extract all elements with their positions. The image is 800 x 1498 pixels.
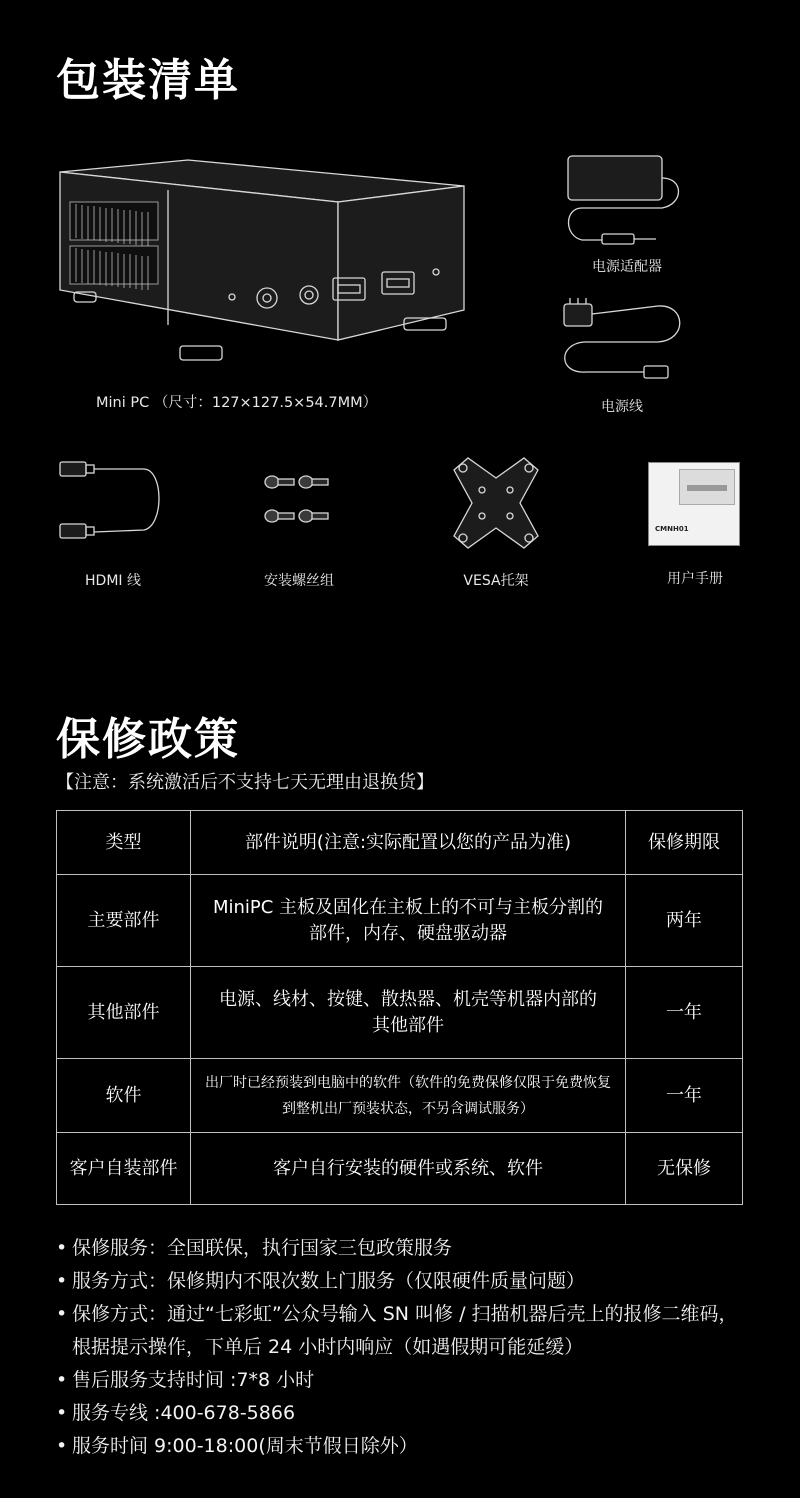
row-type: 主要部件: [57, 875, 191, 967]
service-list: [56, 1232, 756, 1463]
row-desc: 电源、线材、按键、散热器、机壳等机器内部的其他部件: [191, 967, 626, 1059]
table-row: [57, 1059, 743, 1133]
row-type: 客户自装部件: [57, 1133, 191, 1205]
row-period: 一年: [626, 1059, 743, 1133]
power-adapter-illustration: [562, 152, 692, 252]
table-row: [57, 875, 743, 967]
hdmi-caption: HDMI 线: [85, 573, 141, 589]
power-cable-caption: 电源线: [601, 399, 643, 415]
warranty-table: [56, 810, 743, 1205]
mini-pc-illustration: [56, 150, 468, 370]
header-period: 保修期限: [626, 811, 743, 875]
table-row: [57, 1133, 743, 1205]
service-item: • 服务专线 :400-678-5866: [56, 1397, 756, 1430]
warranty-title: 保修政策: [56, 714, 240, 765]
warranty-notice: 【注意：系统激活后不支持七天无理由退换货】: [56, 772, 434, 793]
row-desc: MiniPC 主板及固化在主板上的不可与主板分割的部件，内存、硬盘驱动器: [191, 875, 626, 967]
row-type: 其他部件: [57, 967, 191, 1059]
service-item: • 售后服务支持时间 :7*8 小时: [56, 1364, 756, 1397]
row-period: 一年: [626, 967, 743, 1059]
vesa-caption: VESA托架: [463, 573, 529, 589]
hdmi-cable-illustration: [56, 456, 166, 548]
packing-list-title: 包装清单: [56, 55, 240, 106]
service-item: • 服务时间 9:00-18:00(周末节假日除外）: [56, 1430, 756, 1463]
screws-illustration: [262, 470, 332, 532]
header-desc: 部件说明(注意:实际配置以您的产品为准): [191, 811, 626, 875]
minipc-caption: Mini PC （尺寸：127×127.5×54.7MM）: [96, 395, 378, 411]
user-manual-illustration: [648, 462, 740, 546]
row-type: 软件: [57, 1059, 191, 1133]
manual-caption: 用户手册: [667, 571, 723, 587]
adapter-caption: 电源适配器: [592, 259, 662, 275]
table-row: [57, 967, 743, 1059]
row-desc: 客户自行安装的硬件或系统、软件: [191, 1133, 626, 1205]
screws-caption: 安装螺丝组: [264, 573, 334, 589]
row-period: 无保修: [626, 1133, 743, 1205]
service-item: • 保修服务：全国联保，执行国家三包政策服务: [56, 1232, 756, 1265]
service-item: • 服务方式：保修期内不限次数上门服务（仅限硬件质量问题）: [56, 1265, 756, 1298]
header-type: 类型: [57, 811, 191, 875]
service-item: • 保修方式：通过“七彩虹”公众号输入 SN 叫修 / 扫描机器后壳上的报修二维码，根据提示操作，下单后 24 小时内响应（如遇假期可能延缓）: [56, 1298, 756, 1364]
manual-cover-text: CMNH01: [655, 525, 689, 533]
vesa-bracket-illustration: [448, 456, 544, 550]
row-period: 两年: [626, 875, 743, 967]
power-cable-illustration: [558, 296, 688, 386]
row-desc: 出厂时已经预装到电脑中的软件（软件的免费保修仅限于免费恢复到整机出厂预装状态，不另含调试服务）: [191, 1059, 626, 1133]
table-header-row: [57, 811, 743, 875]
